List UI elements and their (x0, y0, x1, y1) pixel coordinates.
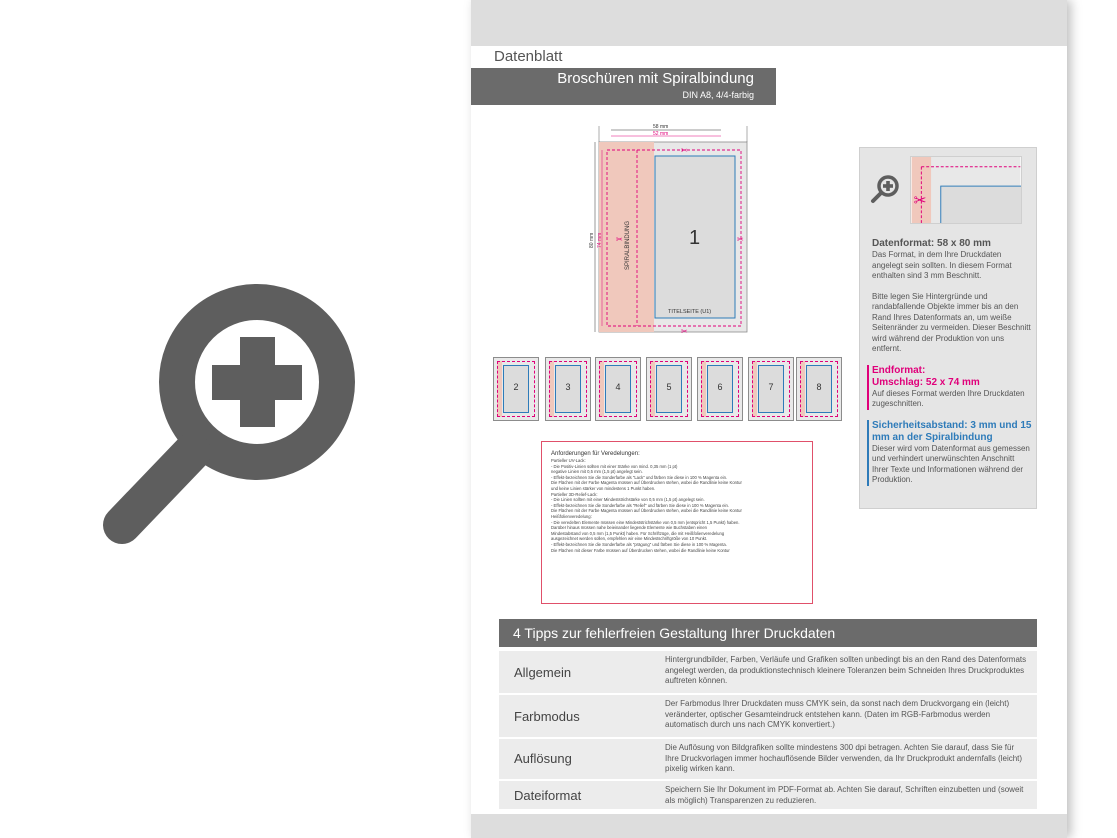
thumbnail-number: 8 (816, 382, 822, 392)
data-format-text: Das Format, in dem Ihre Druckdaten angelegt sein sollten. In diesem Format enthalten sind 3 mm Beschnitt. (872, 250, 1012, 280)
info-text (872, 238, 1032, 496)
thumbnail-page[interactable] (545, 357, 591, 421)
zoom-in-icon[interactable] (100, 282, 360, 547)
thumbnail-page[interactable] (697, 357, 743, 421)
cover-label: TITELSEITE (U1) (668, 309, 712, 315)
zoom-in-icon[interactable] (870, 174, 900, 204)
tip-text: Hintergrundbilder, Farben, Verläufe und Grafiken sollten unbedingt bis an den Rand des Datenformats angelegt werden, da produktionstechnisch kleinere Toleranzen beim Schneiden Ihres Druckproduktes auftreten können. (665, 655, 1027, 685)
tip-label: Dateiformat (514, 788, 582, 803)
datasheet-page (471, 0, 1067, 838)
requirements-line: Partieller UV-Lack: (551, 458, 586, 463)
thumbnail-number: 7 (768, 382, 774, 392)
thumbnail-page[interactable] (646, 357, 692, 421)
tip-text: Die Auflösung von Bildgrafiken sollte mindestens 300 dpi betragen. Achten Sie darauf, dass Sie für Ihre Druckvorlagen immer hochauflösende Bilder verwenden, da Ihr Druckprodukt andernfalls (leicht) pixelig wirken kann. (665, 743, 1023, 773)
thumbnail-page[interactable] (595, 357, 641, 421)
tip-row (499, 695, 1037, 737)
requirements-line: - Effekt-bezeichnen Sie die Sonderfarbe als "Lack" und färben Sie diese in 100 % Magenta ein. (551, 474, 728, 480)
requirements-line: Partieller 3D-Relief-Lack: (551, 491, 598, 497)
requirements-line: Die Flächen mit dieser Farbe müssen auf Überdrucken stehen, wobei die Randlinie keine Kontur (551, 547, 730, 553)
scissors-icon: ✂ (681, 146, 688, 155)
thumbnail-page[interactable] (493, 357, 539, 421)
scissors-icon: ✂ (681, 327, 688, 336)
end-format-heading: Endformat: (872, 364, 926, 376)
inner-width-label: 52 mm (653, 131, 669, 137)
outer-width-label: 58 mm (653, 124, 669, 130)
thumbnail-number: 5 (666, 382, 672, 392)
requirements-line: - Effekt-bezeichnen Sie die Sonderfarbe als "Relief" und färben Sie diese in 100 % Magenta ein. (551, 502, 729, 508)
end-format-block (867, 365, 1032, 410)
page-bottom-margin (471, 814, 1067, 838)
thumbnail-number: 6 (717, 382, 723, 392)
tip-row (499, 739, 1037, 779)
requirements-line: - Die Positiv-Linien sollten mit einer Stärke von mind. 0,35 mm (1 pt) (551, 463, 678, 469)
page-top-margin (471, 0, 1067, 46)
safety-block (867, 420, 1032, 486)
background-text: Bitte legen Sie Hintergründe und randabfallende Objekte immer bis an den Rand Ihres Datenformats an, um weiße Seitenränder zu vermeiden. Dieser Beschnitt wird während der Produktion von uns entfernt. (872, 291, 1031, 353)
requirements-line: Die Flächen mit der Farbe Magenta müssen auf Überdrucken stehen, wobei die Randlinie keine Kontur (551, 480, 742, 486)
thumbnail-page[interactable] (796, 357, 842, 421)
scissors-icon: ✂ (737, 235, 744, 244)
requirements-title: Anforderungen für Veredelungen: (551, 451, 640, 457)
requirements-line: und keine Linien stärker von mindestens 1 Punkt haben. (551, 485, 656, 491)
requirements-line: - Die Linien sollten mit einer Mindeststrichstärke von 0,5 mm (1,5 pt) angelegt sein. (551, 497, 705, 503)
requirements-line: Die Flächen mit der Farbe Magenta müssen auf Überdrucken stehen, wobei die Randlinie keine Kontur (551, 508, 742, 514)
safety-heading: Sicherheitsabstand: 3 mm und 15 mm an der Spiralbindung (872, 419, 1032, 443)
end-format-text: Auf dieses Format werden Ihre Druckdaten zugeschnitten. (872, 388, 1025, 408)
requirements-line: ausgezeichnet werden sollen, empfehlen wir eine Mindestschriftgröße von 10 Punkt. (551, 536, 708, 542)
thumbnail-page[interactable] (748, 357, 794, 421)
safety-text: Dieser wird vom Datenformat aus gemessen und verhindert unerwünschten Anschnitt Ihrer Texte und Informationen während der Produktion. (872, 443, 1030, 484)
requirements-line: - Die veredelten Elemente müssen eine Mindeststrichstärke von 0,5 mm (entspricht 1,5 Punkt) haben. (551, 519, 740, 525)
scissors-icon: ✂ (616, 235, 623, 244)
tip-text: Der Farbmodus Ihrer Druckdaten muss CMYK sein, da sonst nach dem Druckvorgang ein (leicht) veränderter, optischer Gesamteindruck entstehen kann. (Daten im RGB-Farbmodus werden automatisch durch uns nach CMYK konvertiert.) (665, 699, 1010, 729)
end-format-size: Umschlag: 52 x 74 mm (872, 376, 980, 388)
corner-detail (910, 156, 1022, 224)
inner-height-label: 74 mm (597, 232, 603, 248)
scissors-icon: ✂ (913, 191, 927, 210)
data-format-heading: Datenformat: 58 x 80 mm (872, 238, 991, 249)
tip-row (499, 651, 1037, 693)
product-title: Broschüren mit Spiralbindung (557, 70, 754, 87)
tips-heading: 4 Tipps zur fehlerfreien Gestaltung Ihrer Druckdaten (499, 619, 1037, 647)
thumbnail-number: 2 (513, 382, 519, 392)
page-thumbnails (493, 357, 843, 421)
finishing-requirements-box (541, 441, 813, 604)
format-diagram (589, 120, 759, 340)
tip-label: Allgemein (514, 665, 572, 680)
thumbnail-number: 3 (565, 382, 571, 392)
page-number: 1 (689, 227, 701, 249)
requirements-line: - Effekt-bezeichnen Sie die Sonderfarbe als "prägung" und färben Sie diese in 100 % Magenta. (551, 541, 727, 547)
thumbnail-number: 4 (615, 382, 621, 392)
requirements-line: Mindestabstand von 0,5 mm (1,5 Punkt) haben. Für Schriftzüge, die mit Heißfolienveredelung (551, 530, 725, 536)
outer-height-label: 80 mm (589, 232, 595, 248)
product-subtitle: DIN A8, 4/4-farbig (682, 90, 754, 100)
info-panel (859, 147, 1037, 509)
tip-label: Auflösung (514, 751, 572, 766)
requirements-line: Darüber hinaus müssen nahe beieinander liegende Elemente wie Buchstaben einen (551, 525, 707, 531)
title-bar (471, 68, 776, 105)
binding-label: SPIRALBINDUNG (625, 220, 631, 270)
tip-row (499, 781, 1037, 809)
requirements-line: Heißfolienveredelung: (551, 513, 592, 519)
datasheet-tab: Datenblatt (471, 46, 591, 68)
requirements-line: negative Linien mit 0,5 mm (1,5 pt) angelegt sein. (551, 469, 643, 475)
tip-label: Farbmodus (514, 709, 580, 724)
tip-text: Speichern Sie Ihr Dokument im PDF-Format ab. Achten Sie darauf, Schriften einzubetten und (soweit als möglich) Transparenzen zu reduzieren. (665, 785, 1024, 805)
